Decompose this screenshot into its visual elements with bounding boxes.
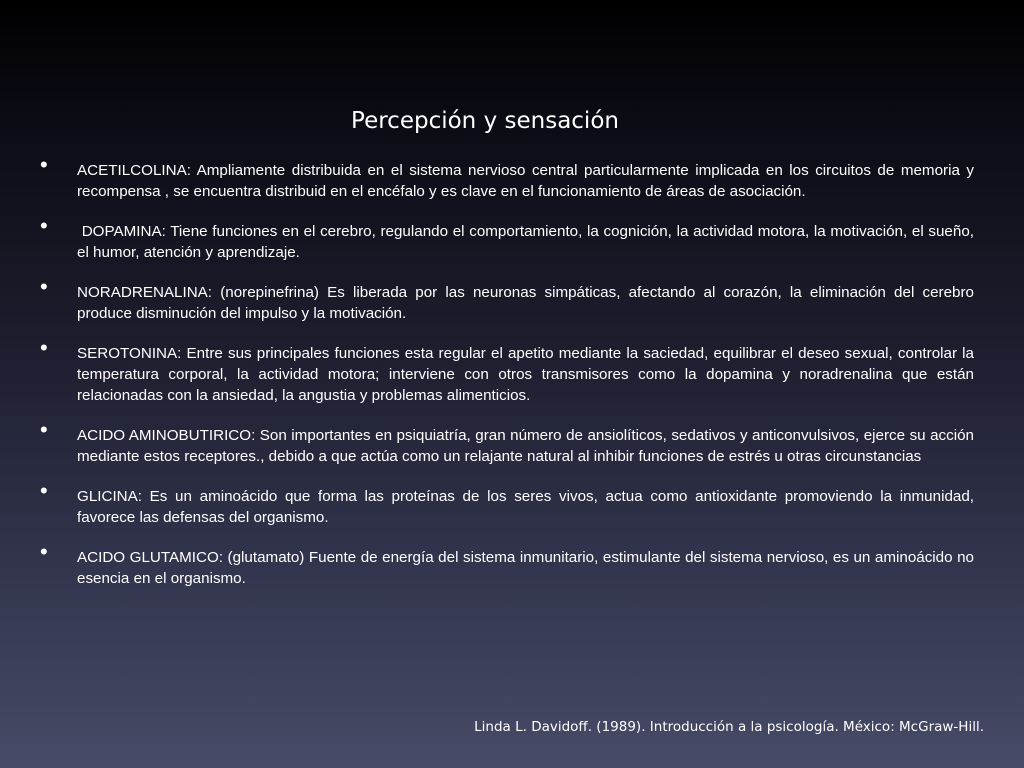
bullet-text: ACETILCOLINA: Ampliamente distribuida en el sistema nervioso central particularmente implicada en los circuitos de memoria y recompensa , se encuentra distribuid en el encéfalo y es clave en el funcionamiento de áreas de asociación. (77, 162, 974, 200)
citation: Linda L. Davidoff. (1989). Introducción a la psicología. México: McGraw-Hill. (474, 719, 984, 735)
slide-title: Percepción y sensación (351, 108, 619, 134)
bullet-item-noradrenalina (40, 274, 974, 324)
bullet-dot-icon: • (40, 335, 48, 360)
bullet-dot-icon: • (40, 274, 48, 299)
bullet-dot-icon: • (40, 213, 48, 238)
bullet-item-dopamina (40, 213, 979, 263)
bullet-list (40, 152, 979, 608)
bullet-dot-icon: • (40, 539, 48, 564)
bullet-dot-icon: • (40, 478, 48, 503)
bullet-text: NORADRENALINA: (norepinefrina) Es liberada por las neuronas simpáticas, afectando al corazón, la eliminación del cerebro produce disminución del impulso y la motivación. (77, 284, 974, 322)
bullet-item-acido-glutamico (40, 539, 974, 589)
bullet-item-acetilcolina (40, 152, 974, 202)
bullet-text: ACIDO GLUTAMICO: (glutamato) Fuente de energía del sistema inmunitario, estimulante del sistema nervioso, es un aminoácido no esencia en el organismo. (77, 549, 974, 587)
bullet-item-serotonina (40, 335, 974, 406)
bullet-item-acido-aminobutirico (40, 417, 974, 467)
bullet-text: SEROTONINA: Entre sus principales funciones esta regular el apetito mediante la saciedad, equilibrar el deseo sexual, controlar la temperatura corporal, la actividad motora; interviene con otros transmisores como la dopamina y noradrenalina que están relacionadas con la ansiedad, la angustia y problemas alimenticios. (77, 345, 974, 404)
bullet-dot-icon: • (40, 417, 48, 442)
bullet-text: ACIDO AMINOBUTIRICO: Son importantes en psiquiatría, gran número de ansiolíticos, sedativos y anticonvulsivos, ejerce su acción mediante estos receptores., debido a que actúa como un relajante natural al inhibir funciones de estrés u otras circunstancias (77, 427, 974, 465)
bullet-text: GLICINA: Es un aminoácido que forma las proteínas de los seres vivos, actua como antioxidante promoviendo la inmunidad, favorece las defensas del organismo. (77, 488, 974, 526)
bullet-item-glicina (40, 478, 974, 528)
bullet-dot-icon: • (40, 152, 48, 177)
bullet-text: DOPAMINA: Tiene funciones en el cerebro, regulando el comportamiento, la cognición, la actividad motora, la motivación, el sueño, el humor, atención y aprendizaje. (77, 223, 979, 261)
